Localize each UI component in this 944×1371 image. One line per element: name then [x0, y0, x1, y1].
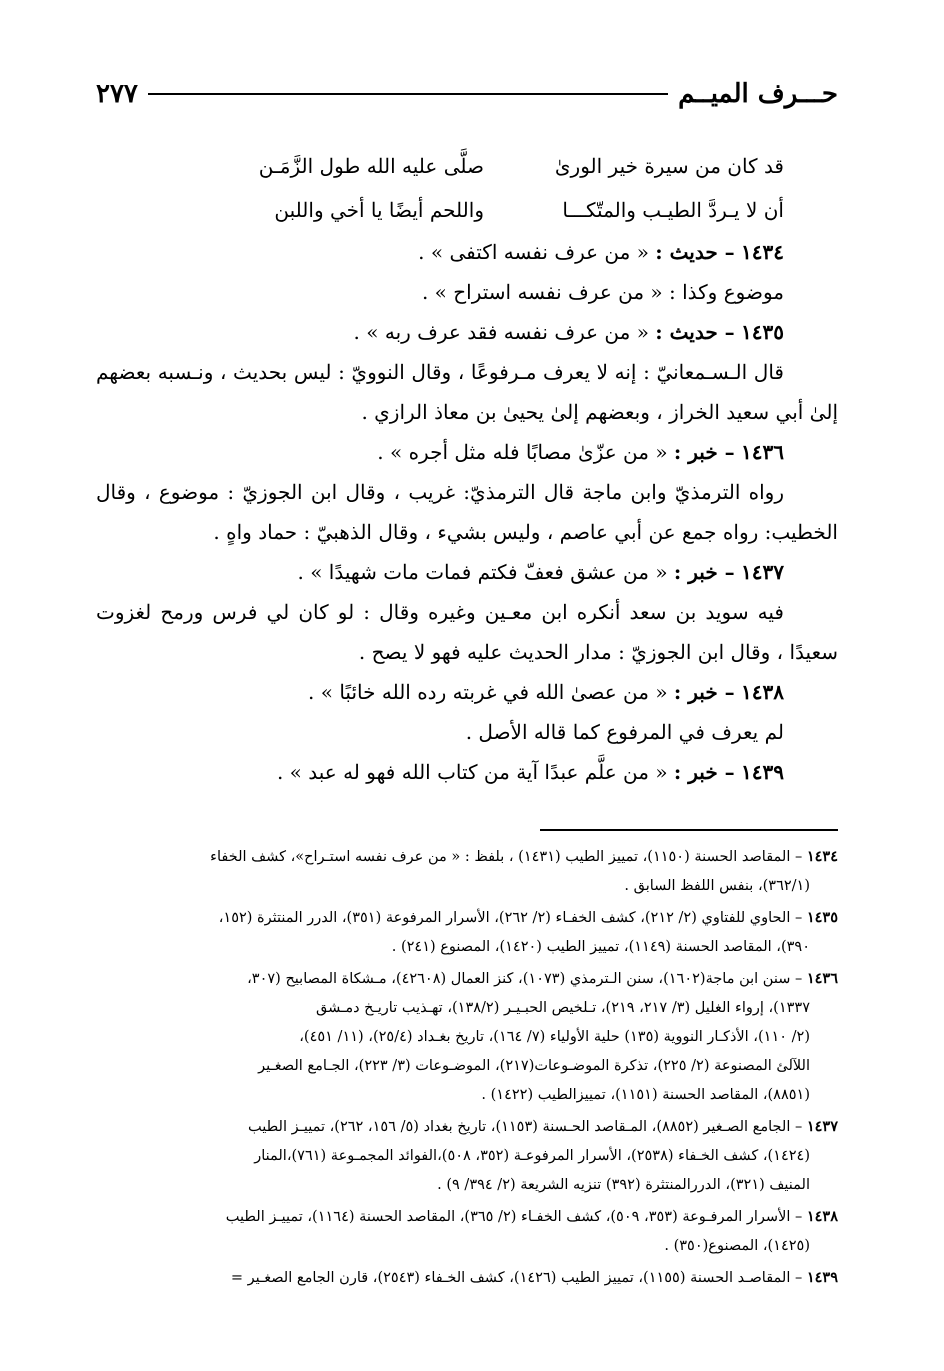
- entry-number: ١٤٣٦: [741, 440, 784, 464]
- footnote-separator: [540, 829, 838, 831]
- entry-keyword: – خبر :: [673, 680, 735, 704]
- footnotes: [96, 842, 838, 1295]
- footnote-line: (٣٦٢/١)، بنفس اللفظ السابق .: [624, 878, 810, 894]
- entry-keyword: – حديث :: [655, 320, 735, 344]
- footnote-number: ١٤٣٥: [806, 909, 838, 926]
- footnote-text: – الأسرار المرفـوعة (٣٥٣، ٥٠٩)، كشف الخفـاء (٢/ ٣٦٥)، المقاصد الحسنة (١١٦٤)، تمييـز الطيب: [225, 1209, 807, 1225]
- footnote-line: (١٤٢٤)، كشف الخـفاء (٢٥٣٨)، الأسرار المرفوعـة (٣٥٢، ٥٠٨)،الفوائد المجمـوعة (٧٦١)،المنار: [254, 1148, 810, 1164]
- footnote-text: – سنن ابن ماجة(١٦٠٢)، سنن الـترمذي (١٠٧٣)، كنز العمال (٤٢٦٠٨)، مـشكاة المصابيح (٣٠٧،: [247, 971, 807, 987]
- entry-text: « من عصىٰ الله في غربته رده الله خائبًا » .: [308, 680, 668, 704]
- entry-number: ١٤٣٤: [741, 240, 784, 264]
- footnote-line: (٨٨٥١)، المقاصد الحسنة (١١٥١)، تمييزالطيب (١٤٢٢) .: [481, 1087, 810, 1103]
- entry-text: « من عرف نفسه فقد عرف ربه » .: [353, 320, 649, 344]
- entry-number: ١٤٣٩: [741, 760, 784, 784]
- footnote-number: ١٤٣٩: [806, 1269, 838, 1286]
- entry-text: « من علَّم عبدًا آية من كتاب الله فهو له عبد » .: [276, 760, 668, 784]
- footnote-line: [96, 1202, 838, 1232]
- footnote-1437: [96, 1112, 838, 1200]
- footnote-line: ٣٩٠)، المقاصد الحسنة (١١٤٩)، تمييز الطيب (١٤٢٠)، المصنوع (٢٤١) .: [391, 939, 810, 955]
- entry-text: « من عزّىٰ مصابًا فله مثل أجره » .: [377, 440, 668, 464]
- verse-second-hemistich: واللحم أيضًا يا أخي واللبن: [274, 198, 484, 222]
- footnote-line: [96, 1112, 838, 1142]
- footnote-text: – الجامع الصـغير (٨٨٥٢)، المـقاصد الحـسنة (١١٥٣)، تاريخ بغداد (٥/ ١٥٦، ٢٦٢)، تمييـز الطيب: [248, 1119, 807, 1135]
- footnote-line: المنيف (٣٢١)، الدررالمنتثرة (٣٩٢) تنزيه الشريعة (٢/ ٣٩٤/ ٩) .: [437, 1177, 810, 1193]
- entry-keyword: – خبر :: [673, 560, 735, 584]
- entry-1436: [96, 432, 838, 472]
- footnote-1438: [96, 1202, 838, 1261]
- entry-commentary: لم يعرف في المرفوع كما قاله الأصل .: [465, 720, 784, 744]
- footnote-line: [96, 842, 838, 872]
- footnote-text: – المقاصد الحسنة (١١٥٠)، تمييز الطيب (١٤٣١) ، بلفظ : « من عرف نفسه استـراح»، كشف الخفاء: [210, 849, 807, 865]
- verse-second-hemistich: صلَّى عليه الله طول الزَّمَـن: [258, 154, 484, 178]
- footnote-1435: [96, 903, 838, 962]
- footnote-line: [96, 903, 838, 933]
- footnote-number: ١٤٣٦: [806, 970, 838, 987]
- footnote-text: – الحاوي للفتاوي (٢/ ٢١٢)، كشف الخفـاء (٢/ ٢٦٢)، الأسرار المرفوعة (٣٥١)، الدرر المنتثرة (١٥٢،: [218, 910, 807, 926]
- page-header: [96, 74, 838, 114]
- entry-commentary: موضوع وكذا : « من عرف نفسه استراح » .: [421, 280, 784, 304]
- page-number: ٢٧٧: [96, 79, 138, 109]
- footnote-1434: [96, 842, 838, 901]
- entry-text: « من عشق فعفّ فكتم فمات مات شهيدًا » .: [297, 560, 668, 584]
- entry-1438: [96, 672, 838, 712]
- entry-commentary: رواه الترمذيّ وابن ماجة قال الترمذيّ: غريب ، وقال ابن الجوزيّ : موضوع ، وقال الخطيب: رواه جمع عن أبي عاصم ، وليس بشيء ، وقال الذهبيّ : حماد واهٍ .: [96, 480, 838, 544]
- verse-first-hemistich: أن لا يـردَّ الطيـب والمتّكـــا: [562, 198, 784, 222]
- entry-keyword: – حديث :: [655, 240, 735, 264]
- verse-line: [96, 188, 838, 232]
- entry-number: ١٤٣٨: [741, 680, 784, 704]
- entry-number: ١٤٣٥: [741, 320, 784, 344]
- footnote-number: ١٤٣٨: [806, 1208, 838, 1225]
- footnote-text: – المقاصـد الحسنة (١١٥٥)، تمييز الطيب (١٤٢٦)، كشف الخـفاء (٢٥٤٣)، قارن الجامع الصغـير =: [230, 1270, 807, 1286]
- entry-1435: [96, 312, 838, 352]
- footnote-number: ١٤٣٧: [806, 1118, 838, 1135]
- footnote-line: [96, 1263, 838, 1293]
- entry-1437: [96, 552, 838, 592]
- footnote-line: ١٣٣٧)، إرواء الغليل (٣/ ٢١٧، ٢١٩)، تـلخيص الحبـيـر (١٣٨/٢)، تهـذيب تاريـخ دمـشق: [316, 1000, 810, 1016]
- entry-number: ١٤٣٧: [741, 560, 784, 584]
- footnote-line: (٢/ ١١٠)، الأذكـار النووية (١٣٥) حلية الأولياء (٧/ ١٦٤)، تاريخ بغـداد (٢٥/٤)، (١١/ ٤٥١)،: [299, 1029, 810, 1045]
- footnote-1439: [96, 1263, 838, 1293]
- footnote-line: [96, 964, 838, 994]
- footnote-line: (١٤٢٥)، المصنوع(٣٥٠) .: [664, 1238, 810, 1254]
- entry-1439: [96, 752, 838, 792]
- footnote-line: اللآلئ المصنوعة (٢/ ٢٢٥)، تذكرة الموضـوعات(٢١٧)، الموضـوعات (٣/ ٢٢٣)، الجـامع الصغـير: [258, 1058, 810, 1074]
- entry-1434: [96, 232, 838, 272]
- chapter-title: حـــرف الميــم: [678, 79, 838, 109]
- entry-text: « من عرف نفسه اكتفى » .: [418, 240, 649, 264]
- footnote-number: ١٤٣٤: [806, 848, 838, 865]
- verse-line: [96, 144, 838, 188]
- entry-keyword: – خبر :: [673, 440, 735, 464]
- entry-commentary: قال الـسـمعانيّ : إنه لا يعرف مـرفوعًا ، وقال النوويّ : ليس بحديث ، ونـسبه بعضهم إلىٰ أبي سعيد الخراز ، وبعضهم إلىٰ يحيىٰ بن معاذ الرازي .: [96, 360, 838, 424]
- header-rule: [148, 93, 668, 95]
- main-text: [96, 144, 838, 792]
- footnote-1436: [96, 964, 838, 1110]
- verse-first-hemistich: قد كان من سيرة خير الورىٰ: [554, 154, 784, 178]
- entry-keyword: – خبر :: [673, 760, 735, 784]
- entry-commentary: فيه سويد بن سعد أنكره ابن معـين وغيره وقال : لو كان لي فرس ورمح لغزوت سعيدًا ، وقال ابن الجوزيّ : مدار الحديث عليه فهو لا يصح .: [96, 600, 838, 664]
